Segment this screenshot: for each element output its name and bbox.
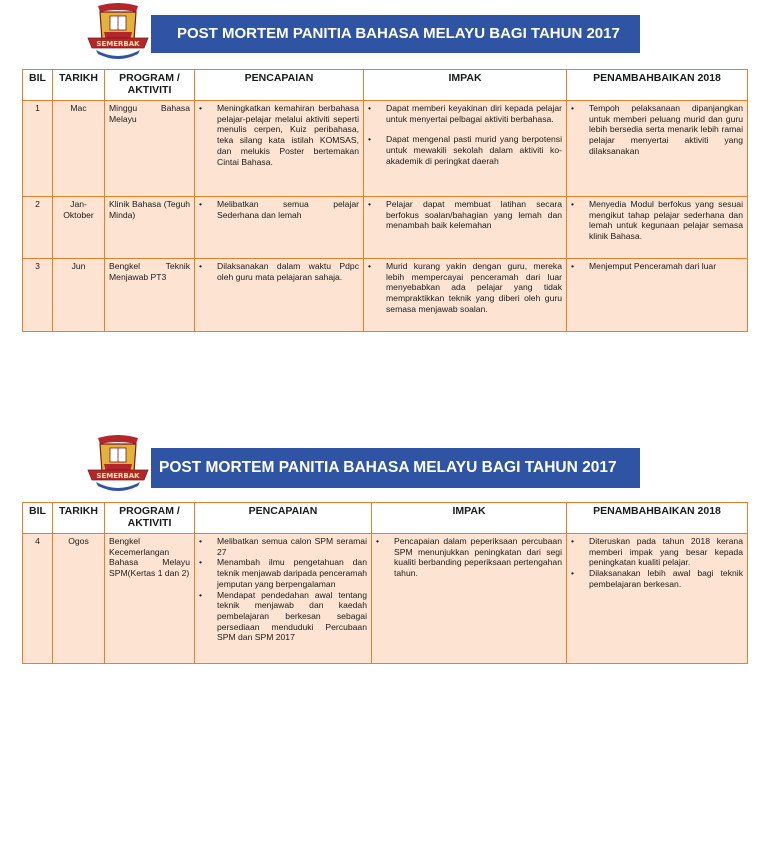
cell-program: Minggu Bahasa Melayu xyxy=(105,101,195,197)
header-tarikh: TARIKH xyxy=(53,70,105,101)
cell-penambahbaikan xyxy=(567,534,748,664)
table-row xyxy=(23,259,748,332)
list-item: • Murid kurang yakin dengan guru, mereka lebih mempercayai penceramah dari luar menyebabkan ada pelajar yang tidak mempraktikkan teknik yang diberi oleh guru semasa menjawab soalan. xyxy=(368,261,562,315)
cell-program: Klinik Bahasa (Teguh Minda) xyxy=(105,197,195,259)
cell-tarikh: Ogos xyxy=(53,534,105,664)
table-row xyxy=(23,101,748,197)
header-bil: BIL xyxy=(23,70,53,101)
list-item: • Melibatkan semua pelajar Sederhana dan lemah xyxy=(199,199,359,220)
list-item: • Melibatkan semua calon SPM seramai 27 xyxy=(199,536,367,557)
list-item: • Dilaksanakan lebih awal bagi teknik pembelajaran berkesan. xyxy=(571,568,743,589)
cell-tarikh: Jun xyxy=(53,259,105,332)
cell-pencapaian xyxy=(195,534,372,664)
list-item: • Meningkatkan kemahiran berbahasa pelajar-pelajar melalui aktiviti seperti menulis cerpen, Kuiz peribahasa, teka silang kata istilah KOMSAS, dan melukis Poster bertemakan Cintai Bahasa. xyxy=(199,103,359,167)
cell-pencapaian xyxy=(195,259,364,332)
list-item: • Dapat memberi keyakinan diri kepada pelajar untuk menyertai pelbagai aktiviti berbahasa. xyxy=(368,103,562,124)
list-item: • Menyedia Modul berfokus yang sesuai mengikut tahap pelajar sederhana dan lemah untuk kegunaan pelajar semasa klinik Bahasa. xyxy=(571,199,743,242)
cell-bil: 1 xyxy=(23,101,53,197)
list-item: • Tempoh pelaksanaan dipanjangkan untuk memberi peluang murid dan guru lebih bersedia serta menarik lebih ramai pelajar menyertai aktiviti yang dilaksanakan xyxy=(571,103,743,157)
page-title: POST MORTEM PANITIA BAHASA MELAYU BAGI TAHUN 2017 xyxy=(151,15,640,53)
header-penambahbaikan: PENAMBAHBAIKAN 2018 xyxy=(567,70,748,101)
cell-bil: 4 xyxy=(23,534,53,664)
table-header-row xyxy=(23,503,748,534)
school-crest-logo xyxy=(86,434,150,496)
table-row xyxy=(23,534,748,664)
list-item: • Menambah ilmu pengetahuan dan teknik menjawab daripada penceramah jemputan yang berpengalaman xyxy=(199,557,367,589)
cell-program: Bengkel Teknik Menjawab PT3 xyxy=(105,259,195,332)
logo-banner-text: SEMERBAK xyxy=(96,472,140,480)
header-impak: IMPAK xyxy=(364,70,567,101)
list-item: • Diteruskan pada tahun 2018 kerana memberi impak yang besar kepada peningkatan kualiti pelajar. xyxy=(571,536,743,568)
cell-bil: 2 xyxy=(23,197,53,259)
post-mortem-table-2 xyxy=(22,502,748,664)
school-crest-logo xyxy=(86,2,150,64)
list-item: • Dapat mengenal pasti murid yang berpotensi untuk mewakili sekolah dalam aktiviti ko-akademik di peringkat daerah xyxy=(368,134,562,166)
cell-impak xyxy=(364,259,567,332)
page-title: POST MORTEM PANITIA BAHASA MELAYU BAGI TAHUN 2017 xyxy=(151,448,640,488)
list-item: • Menjemput Penceramah dari luar xyxy=(571,261,743,272)
cell-impak xyxy=(364,197,567,259)
cell-program: Bengkel Kecemerlangan Bahasa Melayu SPM(Kertas 1 dan 2) xyxy=(105,534,195,664)
cell-penambahbaikan xyxy=(567,101,748,197)
list-item: • Pelajar dapat membuat latihan secara berfokus soalan/bahagian yang lemah dan menambah baik kelemahan xyxy=(368,199,562,231)
list-item: • Pencapaian dalam peperiksaan percubaan SPM menunjukkan peningkatan dari segi kualiti berbanding peperiksaan pertengahan tahun. xyxy=(376,536,562,579)
list-item: • Mendapat pendedahan awal tentang teknik menjawab dan kaedah pembelajaran berkesan sebagai persediaan menduduki Percubaan SPM dan SPM 2017 xyxy=(199,590,367,644)
cell-tarikh: Mac xyxy=(53,101,105,197)
logo-banner-text: SEMERBAK xyxy=(96,40,140,48)
header-program: PROGRAM / AKTIVITI xyxy=(105,70,195,101)
cell-penambahbaikan xyxy=(567,197,748,259)
table-row xyxy=(23,197,748,259)
header-program: PROGRAM / AKTIVITI xyxy=(105,503,195,534)
header-bil: BIL xyxy=(23,503,53,534)
cell-impak xyxy=(372,534,567,664)
header-pencapaian: PENCAPAIAN xyxy=(195,70,364,101)
header-pencapaian: PENCAPAIAN xyxy=(195,503,372,534)
cell-tarikh: Jan-Oktober xyxy=(53,197,105,259)
header-penambahbaikan: PENAMBAHBAIKAN 2018 xyxy=(567,503,748,534)
header-tarikh: TARIKH xyxy=(53,503,105,534)
post-mortem-table-1 xyxy=(22,69,748,332)
table-header-row xyxy=(23,70,748,101)
header-impak: IMPAK xyxy=(372,503,567,534)
cell-impak xyxy=(364,101,567,197)
cell-pencapaian xyxy=(195,197,364,259)
cell-penambahbaikan xyxy=(567,259,748,332)
cell-pencapaian xyxy=(195,101,364,197)
list-item: • Dilaksanakan dalam waktu Pdpc oleh guru mata pelajaran sahaja. xyxy=(199,261,359,282)
cell-bil: 3 xyxy=(23,259,53,332)
